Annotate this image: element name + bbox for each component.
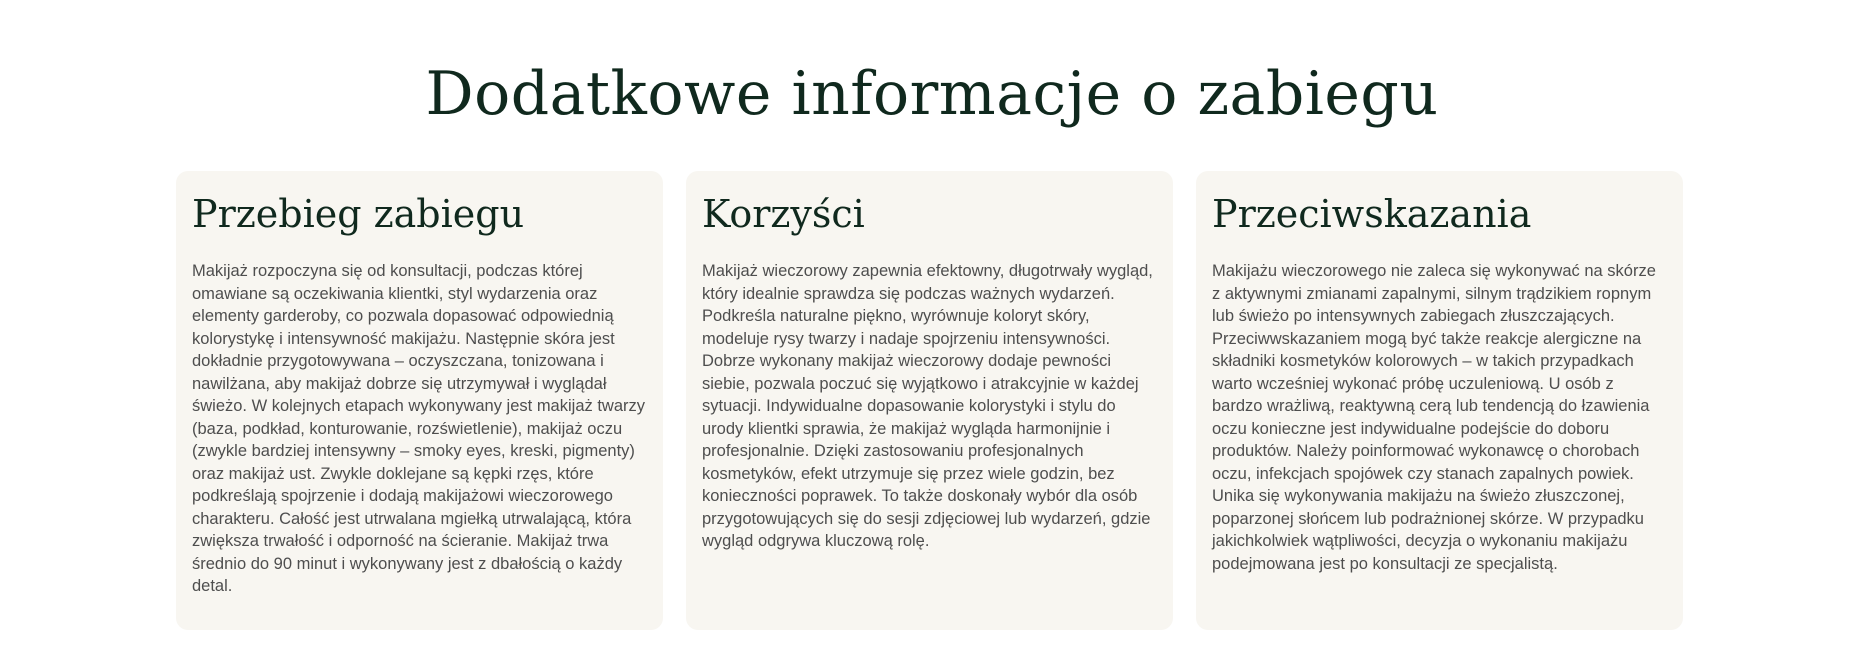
card-procedure <box>176 171 663 630</box>
card-benefits <box>686 171 1173 630</box>
card-title: Przeciwskazania <box>1212 192 1532 236</box>
card-text: Makijażu wieczorowego nie zaleca się wykonywać na skórze z aktywnymi zmianami zapalnymi, silnym trądzikiem ropnym lub świeżo po intensywnych zabiegach złuszczających. Przeciwwskazaniem mogą być także reakcje alergiczne na składniki kosmetyków kolorowych – w takich przypadkach warto wcześniej wykonać próbę uczuleniową. U osób z bardzo wrażliwą, reaktywną cerą lub tendencją do łzawienia oczu konieczne jest indywidualne podejście do doboru produktów. Należy poinformować wykonawcę o chorobach oczu, infekcjach spojówek czy stanach zapalnych powiek. Unika się wykonywania makijażu na świeżo złuszczonej, poparzonej słońcem lub podrażnionej skórze. W przypadku jakichkolwiek wątpliwości, decyzja o wykonaniu makijażu podejmowana jest po konsultacji ze specjalistą. <box>1212 262 1656 573</box>
card-title: Korzyści <box>702 192 865 236</box>
section-title: Dodatkowe informacje o zabiegu <box>425 59 1439 129</box>
card-text: Makijaż rozpoczyna się od konsultacji, podczas której omawiane są oczekiwania klientki, styl wydarzenia oraz elementy garderoby, co pozwala dopasować odpowiednią kolorystykę i intensywność makijażu. Następnie skóra jest dokładnie przygotowywana – oczyszczana, tonizowana i nawilżana, aby makijaż dobrze się utrzymywał i wyglądał świeżo. W kolejnych etapach wykonywany jest makijaż twarzy (baza, podkład, konturowanie, rozświetlenie), makijaż oczu (zwykle bardziej intensywny – smoky eyes, kreski, pigmenty) oraz makijaż ust. Zwykle doklejane są kępki rzęs, które podkreślają spojrzenie i dodają makijażowi wieczorowego charakteru. Całość jest utrwalana mgiełką utrwalającą, która zwiększa trwałość i odporność na ścieranie. Makijaż trwa średnio do 90 minut i wykonywany jest z dbałością o każdy detal. <box>192 262 646 595</box>
card-text: Makijaż wieczorowy zapewnia efektowny, długotrwały wygląd, który idealnie sprawdza się podczas ważnych wydarzeń. Podkreśla naturalne piękno, wyrównuje koloryt skóry, modeluje rysy twarzy i nadaje spojrzeniu intensywności. Dobrze wykonany makijaż wieczorowy dodaje pewności siebie, pozwala poczuć się wyjątkowo i atrakcyjnie w każdej sytuacji. Indywidualne dopasowanie kolorystyki i stylu do urody klientki sprawia, że makijaż wygląda harmonijnie i profesjonalnie. Dzięki zastosowaniu profesjonalnych kosmetyków, efekt utrzymuje się przez wiele godzin, bez konieczności poprawek. To także doskonały wybór dla osób przygotowujących się do sesji zdjęciowej lub wydarzeń, gdzie wygląd odgrywa kluczową rolę. <box>702 262 1153 550</box>
card-contraindications <box>1196 171 1683 630</box>
card-title: Przebieg zabiegu <box>192 192 525 236</box>
